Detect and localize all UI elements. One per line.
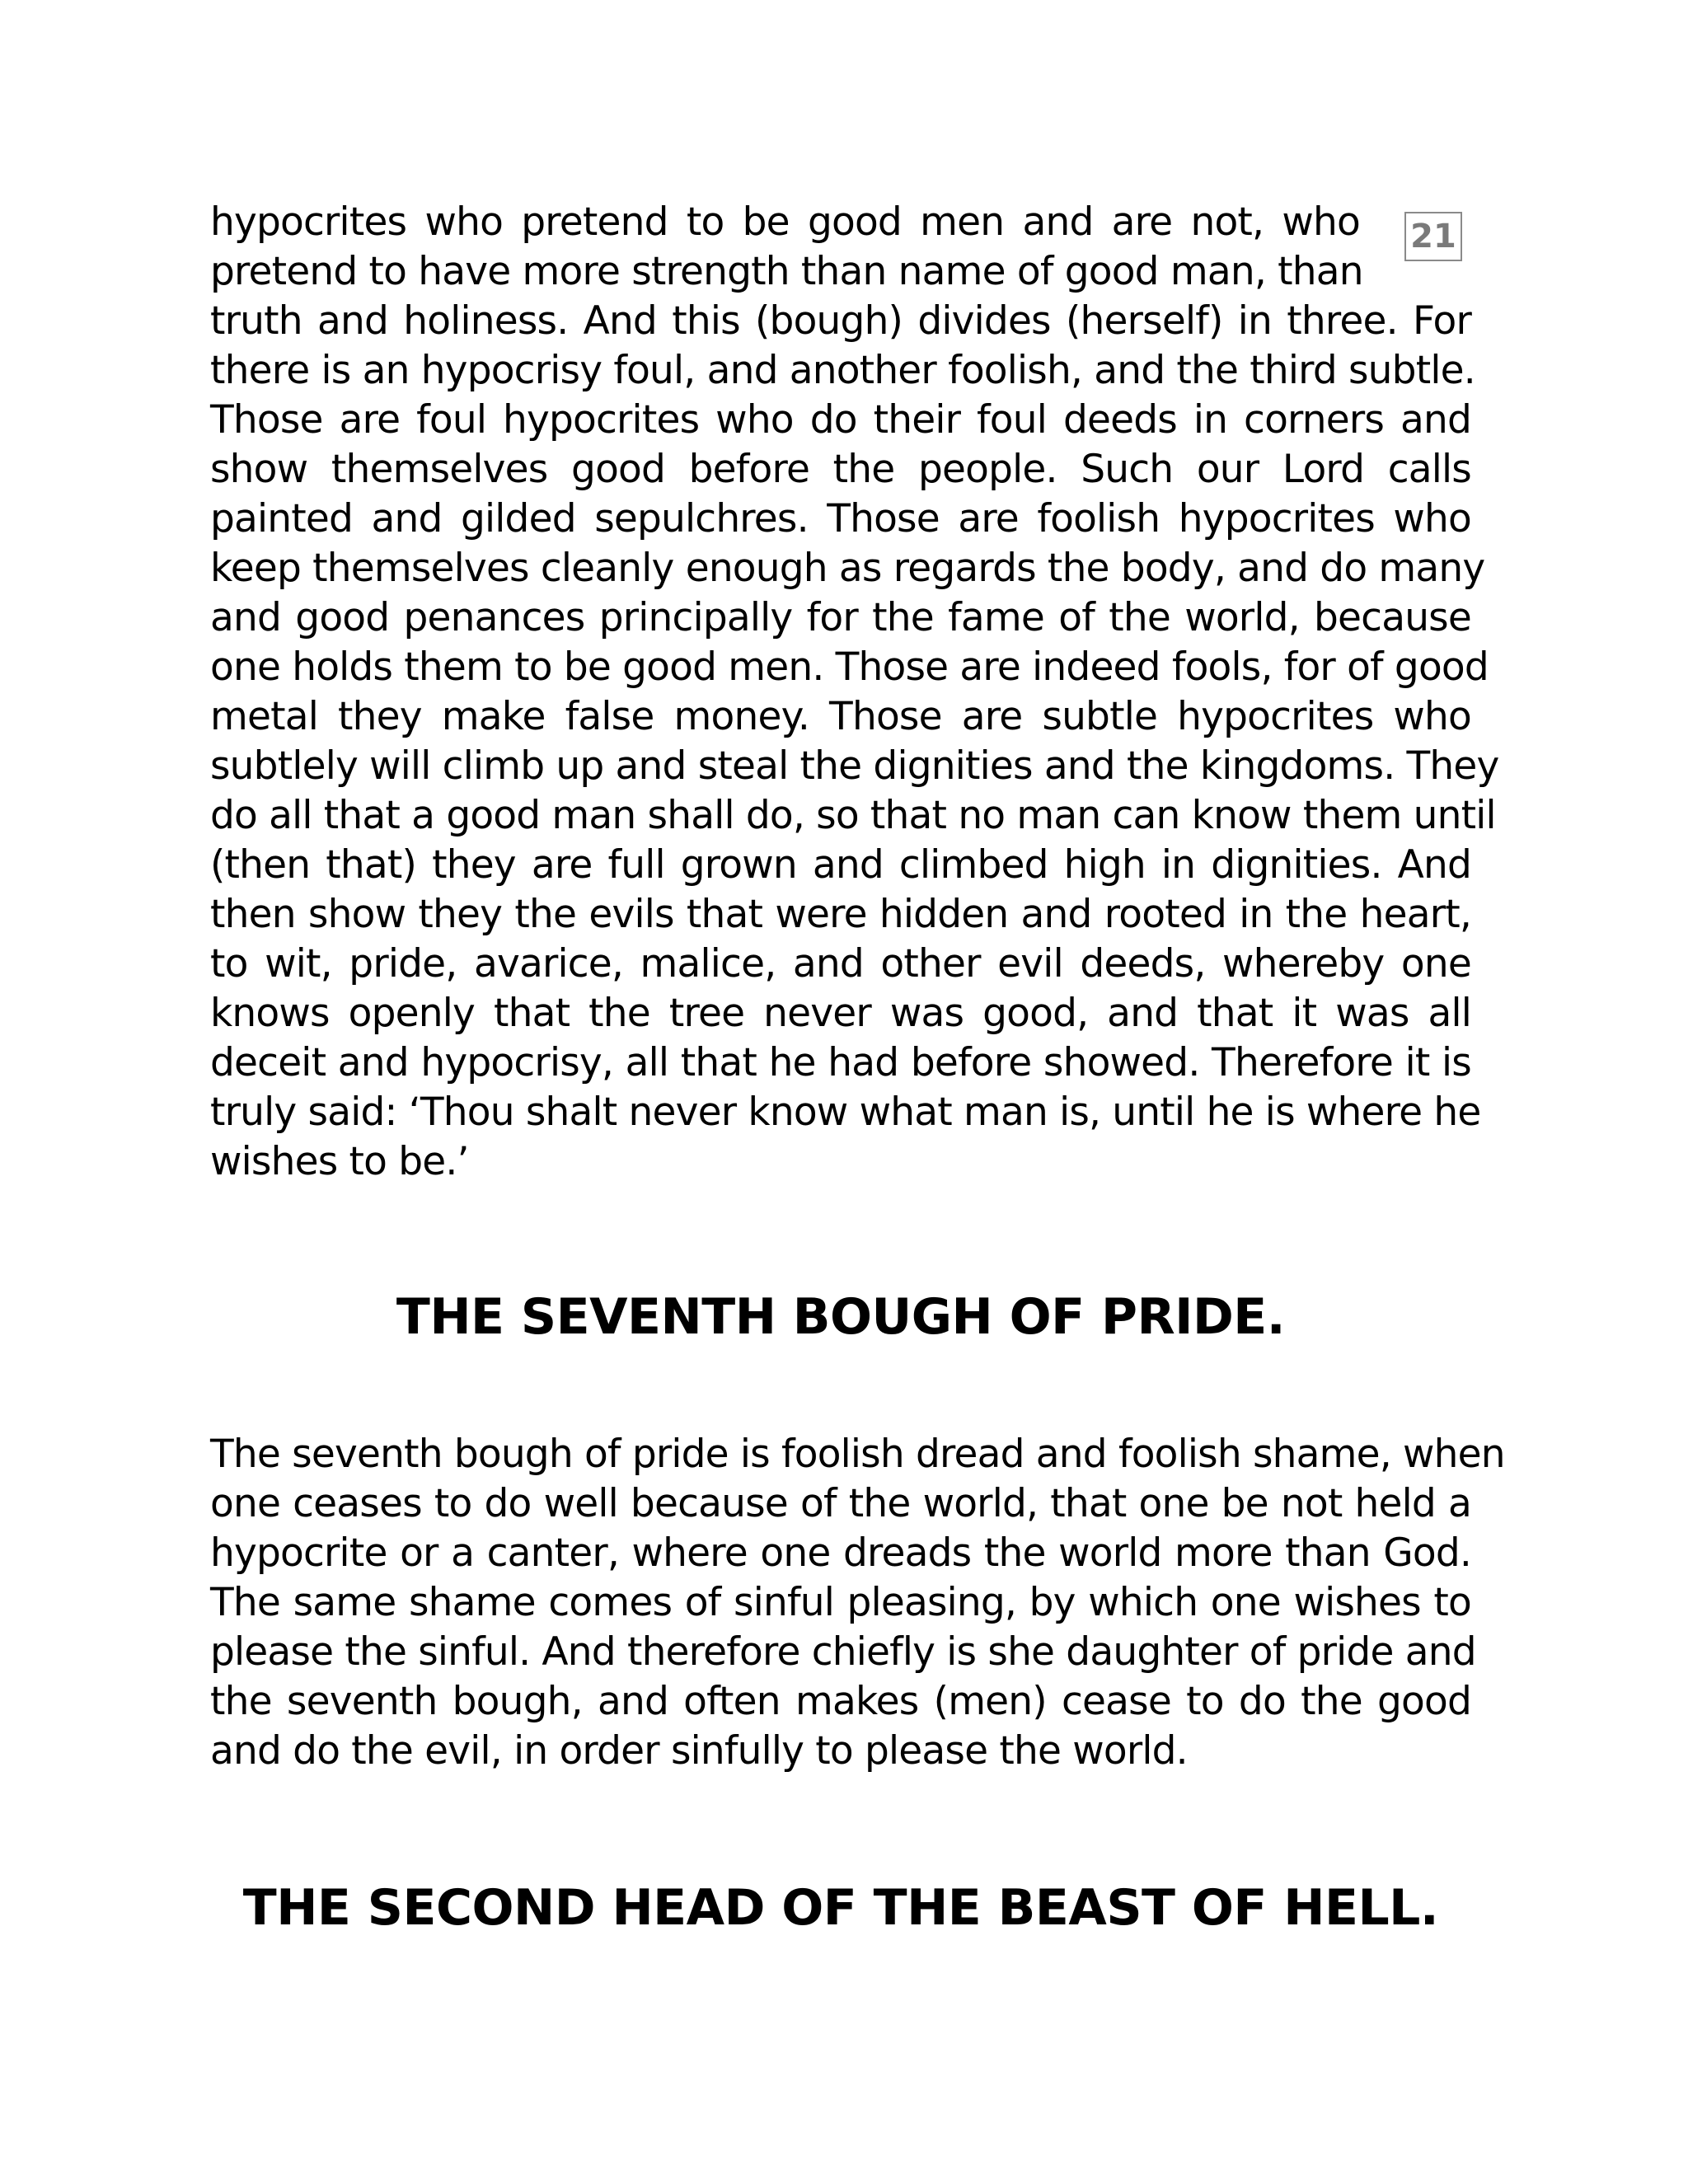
text-line: keep themselves cleanly enough as regards the body, and do many <box>210 546 1485 591</box>
text-line: metal they make false money. Those are subtle hypocrites who <box>210 694 1471 739</box>
page-content <box>210 198 1505 1937</box>
text-line: please the sinful. And therefore chiefly is she daughter of pride and <box>210 1629 1476 1675</box>
text-line: to wit, pride, avarice, malice, and other evil deeds, whereby one <box>210 941 1471 987</box>
text-line: deceit and hypocrisy, all that he had before showed. Therefore it is <box>210 1040 1471 1085</box>
text-line: there is an hypocrisy foul, and another foolish, and the third subtle. <box>210 348 1475 393</box>
text-line: wishes to be.’ <box>210 1139 469 1184</box>
text-line: truly said: ‘Thou shalt never know what man is, until he is where he <box>210 1090 1481 1135</box>
text-line: the seventh bough, and often makes (men) cease to do the good <box>210 1679 1471 1724</box>
paragraph-hypocrisy <box>210 198 1499 1187</box>
paragraph-seventh-bough <box>210 1430 1505 1776</box>
text-line: painted and gilded sepulchres. Those are foolish hypocrites who <box>210 496 1471 541</box>
text-line: knows openly that the tree never was good, and that it was all <box>210 991 1471 1036</box>
text-line: hypocrites who pretend to be good men and are not, who <box>210 199 1360 245</box>
text-line: subtlely will climb up and steal the dignities and the kingdoms. They <box>210 743 1499 789</box>
text-line: do all that a good man shall do, so that no man can know them until <box>210 793 1496 838</box>
text-line: and good penances principally for the fame of the world, because <box>210 595 1471 640</box>
section-heading: THE SEVENTH BOUGH OF PRIDE. <box>396 1288 1286 1346</box>
page-number: 21 <box>1404 212 1462 261</box>
text-line: truth and holiness. And this (bough) divides (herself) in three. For <box>210 298 1471 344</box>
text-line: and do the evil, in order sinfully to please the world. <box>210 1728 1188 1774</box>
text-line: The seventh bough of pride is foolish dread and foolish shame, when <box>210 1432 1505 1477</box>
text-line: The same shame comes of sinful pleasing, by which one wishes to <box>210 1580 1471 1625</box>
text-line: hypocrite or a canter, where one dreads the world more than God. <box>210 1530 1471 1576</box>
section-heading: THE SECOND HEAD OF THE BEAST OF HELL. <box>242 1879 1439 1937</box>
text-line: show themselves good before the people. Such our Lord calls <box>210 447 1471 492</box>
text-line: one holds them to be good men. Those are indeed fools, for of good <box>210 644 1489 690</box>
text-line: Those are foul hypocrites who do their foul deeds in corners and <box>210 397 1471 443</box>
text-line: then show they the evils that were hidden and rooted in the heart, <box>210 892 1471 937</box>
text-line: pretend to have more strength than name of good man, than <box>210 249 1363 294</box>
text-line: one ceases to do well because of the world, that one be not held a <box>210 1481 1471 1526</box>
text-line: (then that) they are full grown and climbed high in dignities. And <box>210 842 1471 888</box>
